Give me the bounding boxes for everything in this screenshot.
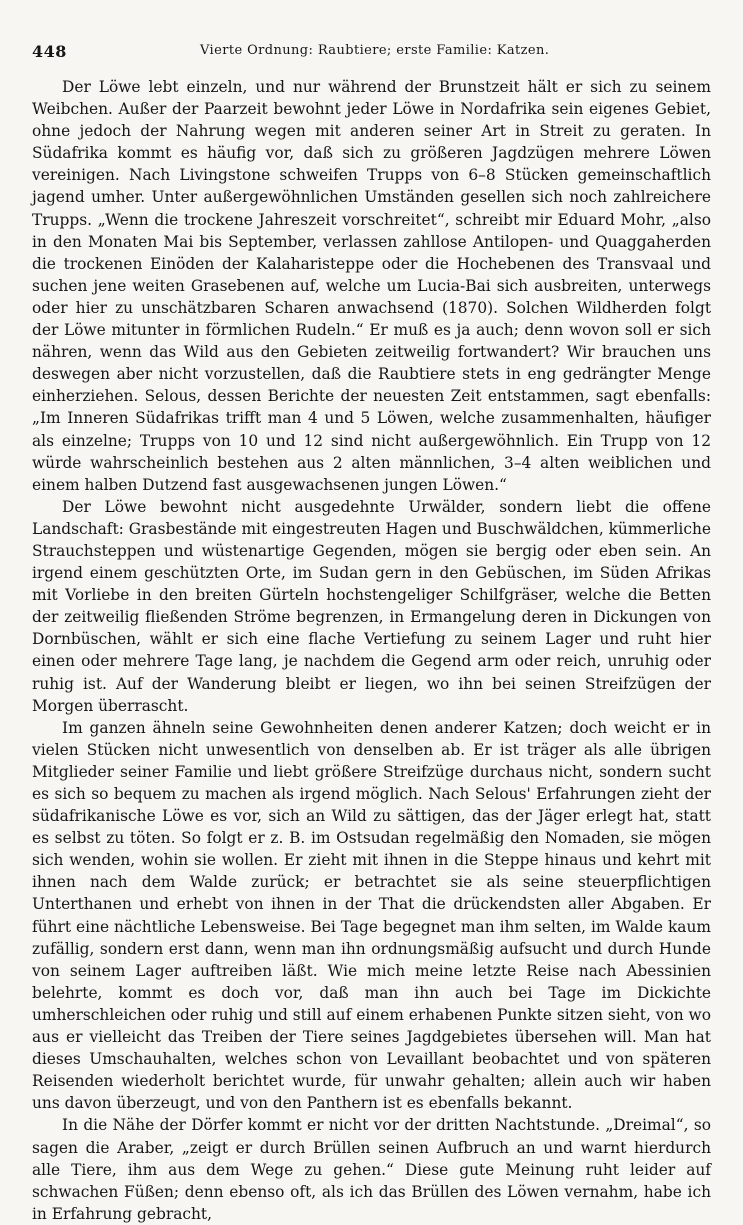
paragraph: Der Löwe bewohnt nicht ausgedehnte Urwälder, sondern liebt die offene Landschaft: Grasbestände mit eingestreuten Hagen und Buschwäldchen, kümmerliche Strauchsteppen und wüstenartige Gegenden, mögen sie bergig oder eben sein. An irgend einem geschützten Orte, im Sudan gern in den Gebüschen, im Süden Afrikas mit Vorliebe in den breiten Gürteln hochstengeliger Schilfgräser, welche die Betten der zeitweilig fließenden Ströme begrenzen, in Ermangelung deren in Dickungen von Dornbüschen, wählt er sich eine flache Vertiefung zu seinem Lager und ruht hier einen oder mehrere Tage lang, je nachdem die Gegend arm oder reich, unruhig oder ruhig ist. Auf der Wanderung bleibt er liegen, wo ihn bei seinen Streifzügen der Morgen überrascht.	[32, 497, 711, 715]
body-text	[32, 76, 711, 1225]
paragraph: In die Nähe der Dörfer kommt er nicht vor der dritten Nachtstunde. „Dreimal“, so sagen die Araber, „zeigt er durch Brüllen seinen Aufbruch an und warnt hierdurch alle Tiere, ihm aus dem Wege zu gehen.“ Diese gute Meinung ruht leider auf schwachen Füßen; denn ebenso oft, als ich das Brüllen des Löwen vernahm, habe ich in Erfahrung gebracht,	[32, 1116, 711, 1223]
page-number: 448	[32, 42, 67, 61]
running-head: Vierte Ordnung: Raubtiere; erste Familie: Katzen.	[200, 43, 550, 58]
paragraph: Der Löwe lebt einzeln, und nur während der Brunstzeit hält er sich zu seinem Weibchen. Außer der Paarzeit bewohnt jeder Löwe in Nordafrika sein eigenes Gebiet, ohne jedoch der Nahrung wegen mit anderen seiner Art in Streit zu geraten. In Südafrika kommt es häufig vor, daß sich zu größeren Jagdzügen mehrere Löwen vereinigen. Nach Livingstone schweifen Trupps von 6–8 Stücken gemeinschaftlich jagend umher. Unter außergewöhnlichen Umständen gesellen sich noch zahlreichere Trupps. „Wenn die trockene Jahreszeit vorschreitet“, schreibt mir Eduard Mohr, „also in den Monaten Mai bis September, verlassen zahllose Antilopen- und Quaggaherden die trockenen Einöden der Kalaharisteppe oder die Hochebenen des Transvaal und suchen jene weiten Grasebenen auf, welche um Lucia-Bai sich ausbreiten, unterwegs oder hier zu unschätzbaren Scharen anwachsend (1870). Solchen Wildherden folgt der Löwe mitunter in förmlichen Rudeln.“ Er muß es ja auch; denn wovon soll er sich nähren, wenn das Wild aus den Gebieten zeitweilig fortwandert? Wir brauchen uns deswegen aber nicht vorzustellen, daß die Raubtiere stets in eng gedrängter Menge einherziehen. Selous, dessen Berichte der neuesten Zeit entstammen, sagt ebenfalls: „Im Inneren Südafrikas trifft man 4 und 5 Löwen, welche zusammenhalten, häufiger als einzelne; Trupps von 10 und 12 sind nicht außergewöhnlich. Ein Trupp von 12 würde wahrscheinlich bestehen aus 2 alten männlichen, 3–4 alten weiblichen und einem halben Dutzend fast ausgewachsenen jungen Löwen.“	[32, 78, 711, 494]
page-header	[32, 34, 711, 60]
paragraph: Im ganzen ähneln seine Gewohnheiten denen anderer Katzen; doch weicht er in vielen Stücken nicht unwesentlich von denselben ab. Er ist träger als alle übrigen Mitglieder seiner Familie und liebt größere Streifzüge durchaus nicht, sondern sucht es sich so bequem zu machen als irgend möglich. Nach Selous' Erfahrungen zieht der südafrikanische Löwe es vor, sich an Wild zu sättigen, das der Jäger erlegt hat, statt es selbst zu töten. So folgt er z. B. im Ostsudan regelmäßig den Nomaden, sie mögen sich wenden, wohin sie wollen. Er zieht mit ihnen in die Steppe hinaus und kehrt mit ihnen nach dem Walde zurück; er betrachtet sie als seine steuerpflichtigen Unterthanen und erhebt von ihnen in der That die drückendsten aller Abgaben. Er führt eine nächtliche Lebensweise. Bei Tage begegnet man ihm selten, im Walde kaum zufällig, sondern erst dann, wenn man ihn ordnungsmäßig aufsucht und durch Hunde von seinem Lager auftreiben läßt. Wie mich meine letzte Reise nach Abessinien belehrte, kommt es doch vor, daß man ihn auch bei Tage im Dickichte umherschleichen oder ruhig und still auf einem erhabenen Punkte sitzen sieht, von wo aus er vielleicht das Treiben der Tiere seines Jagdgebietes übersehen will. Man hat dieses Umschauhalten, welches schon von Levaillant beobachtet und von späteren Reisenden wiederholt berichtet wurde, für unwahr gehalten; allein auch wir haben uns davon überzeugt, und von den Panthern ist es ebenfalls bekannt.	[32, 718, 711, 1113]
